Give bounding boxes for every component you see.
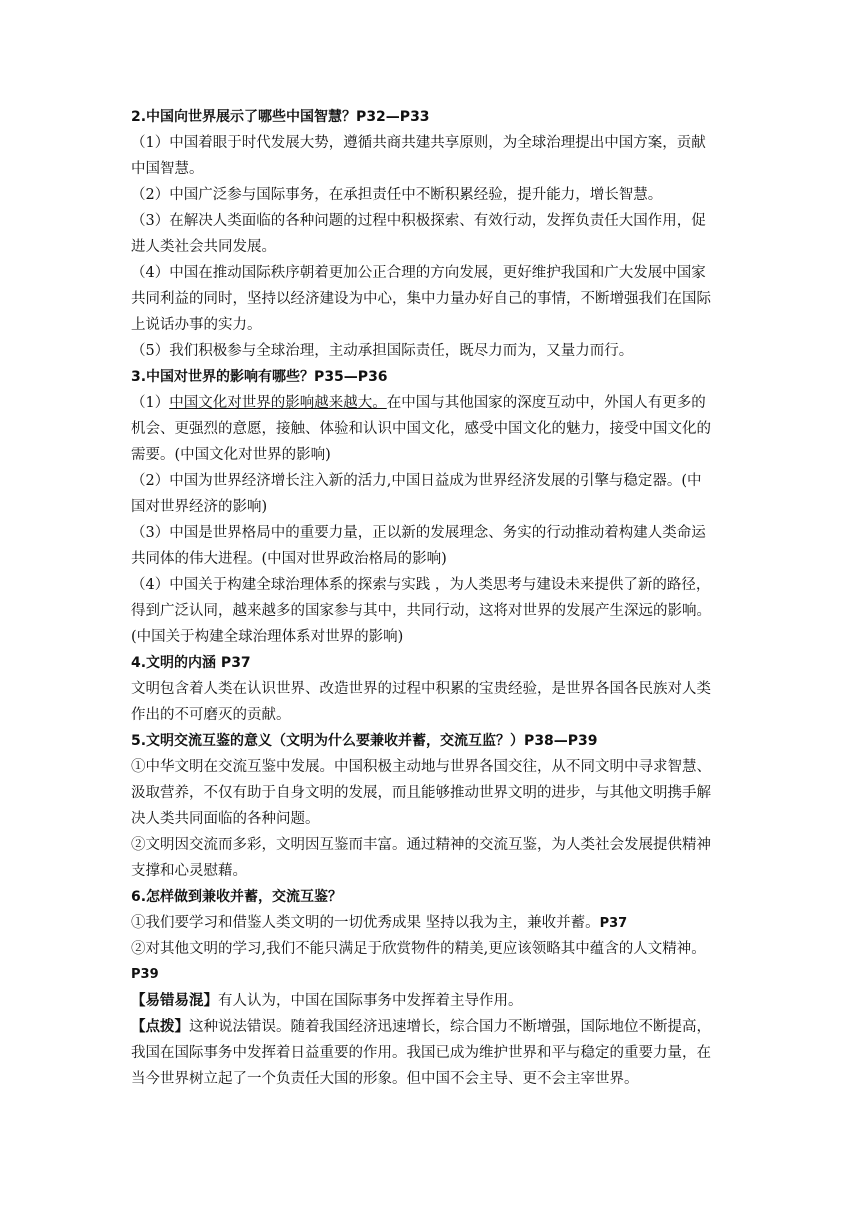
tip-label: 【点拨】 bbox=[131, 1018, 189, 1035]
section-heading: 6.怎样做到兼收并蓄，交流互鉴？ bbox=[131, 889, 343, 905]
paragraph-line: (中国关于构建全球治理体系对世界的影响) bbox=[131, 629, 404, 645]
section-heading: 3.中国对世界的影响有哪些？P35—P36 bbox=[131, 369, 388, 385]
paragraph-line: 支撑和心灵慰藉。 bbox=[131, 863, 247, 879]
paragraph-line: ②文明因交流而多彩，文明因互鉴而丰富。通过精神的交流互鉴，为人类社会发展提供精神 bbox=[131, 837, 711, 853]
paragraph-line bbox=[131, 910, 731, 936]
tip-line bbox=[131, 1014, 731, 1040]
paragraph-line: （2）中国广泛参与国际事务，在承担责任中不断积累经验，提升能力，增长智慧。 bbox=[131, 187, 663, 203]
item-prefix: （1） bbox=[131, 395, 170, 411]
paragraph-line: 机会、更强烈的意愿，接触、体验和认识中国文化，感受中国文化的魅力，接受中国文化的 bbox=[131, 421, 711, 437]
section-heading: 4.文明的内涵 P37 bbox=[131, 655, 251, 671]
paragraph-line: ①中华文明在交流互鉴中发展。中国积极主动地与世界各国交往，从不同文明中寻求智慧、 bbox=[131, 759, 711, 775]
tip-line bbox=[131, 988, 731, 1014]
section-heading: 5.文明交流互鉴的意义（文明为什么要兼收并蓄，交流互监？）P38—P39 bbox=[131, 733, 598, 749]
paragraph-line: （4）中国关于构建全球治理体系的探索与实践 ，为人类思考与建设未来提供了新的路径， bbox=[131, 577, 711, 593]
page-reference: P37 bbox=[599, 916, 628, 931]
paragraph-line bbox=[131, 390, 731, 416]
paragraph-line: 共同体的伟大进程。(中国对世界政治格局的影响) bbox=[131, 551, 447, 567]
paragraph-text: ①我们要学习和借鉴人类文明的一切优秀成果 坚持以我为主，兼收并蓄。 bbox=[131, 915, 600, 931]
tip-text: 有人认为，中国在国际事务中发挥着主导作用。 bbox=[218, 993, 523, 1009]
paragraph-line: 需要。(中国文化对世界的影响) bbox=[131, 447, 331, 463]
paragraph-line: ②对其他文明的学习,我们不能只满足于欣赏物件的精美,更应该领略其中蕴含的人文精神。 bbox=[131, 941, 706, 957]
paragraph-line: 中国智慧。 bbox=[131, 161, 204, 177]
paragraph-line: （3）在解决人类面临的各种问题的过程中积极探索、有效行动，发挥负责任大国作用，促 bbox=[131, 213, 706, 229]
paragraph-line: 上说话办事的实力。 bbox=[131, 317, 262, 333]
paragraph-line: （5）我们积极参与全球治理，主动承担国际责任，既尽力而为，又量力而行。 bbox=[131, 343, 634, 359]
paragraph-line: （2）中国为世界经济增长注入新的活力,中国日益成为世界经济发展的引擎与稳定器。(中 bbox=[131, 473, 702, 489]
document-body bbox=[131, 104, 731, 1092]
paragraph-line: （4）中国在推动国际秩序朝着更加公正合理的方向发展，更好维护我国和广大发展中国家 bbox=[131, 265, 706, 281]
paragraph-line: 文明包含着人类在认识世界、改造世界的过程中积累的宝贵经验，是世界各国各民族对人类 bbox=[131, 681, 711, 697]
paragraph-line: 汲取营养，不仅有助于自身文明的发展，而且能够推动世界文明的进步，与其他文明携手解 bbox=[131, 785, 711, 801]
paragraph-line: 得到广泛认同，越来越多的国家参与其中，共同行动，这将对世界的发展产生深远的影响。 bbox=[131, 603, 711, 619]
paragraph-line: 进人类社会共同发展。 bbox=[131, 239, 276, 255]
paragraph-text: 在中国与其他国家的深度互动中，外国人有更多的 bbox=[386, 395, 706, 411]
paragraph-line: 我国在国际事务中发挥着日益重要的作用。我国已成为维护世界和平与稳定的重要力量，在 bbox=[131, 1045, 711, 1061]
page-reference: P39 bbox=[131, 967, 159, 982]
paragraph-line: 当今世界树立起了一个负责任大国的形象。但中国不会主导、更不会主宰世界。 bbox=[131, 1071, 639, 1087]
underlined-text: 中国文化对世界的影响越来越大。 bbox=[169, 395, 387, 411]
section-heading: 2.中国向世界展示了哪些中国智慧？P32—P33 bbox=[131, 109, 430, 125]
tip-label: 【易错易混】 bbox=[131, 992, 218, 1009]
paragraph-line: （3）中国是世界格局中的重要力量，正以新的发展理念、务实的行动推动着构建人类命运 bbox=[131, 525, 706, 541]
paragraph-line: 共同利益的同时，坚持以经济建设为中心，集中力量办好自己的事情，不断增强我们在国际 bbox=[131, 291, 711, 307]
paragraph-line: 作出的不可磨灭的贡献。 bbox=[131, 707, 291, 723]
paragraph-line: 决人类共同面临的各种问题。 bbox=[131, 811, 320, 827]
tip-text: 这种说法错误。随着我国经济迅速增长，综合国力不断增强，国际地位不断提高， bbox=[189, 1019, 711, 1035]
paragraph-line: （1）中国着眼于时代发展大势，遵循共商共建共享原则，为全球治理提出中国方案，贡献 bbox=[131, 135, 706, 151]
paragraph-line: 国对世界经济的影响) bbox=[131, 499, 268, 515]
